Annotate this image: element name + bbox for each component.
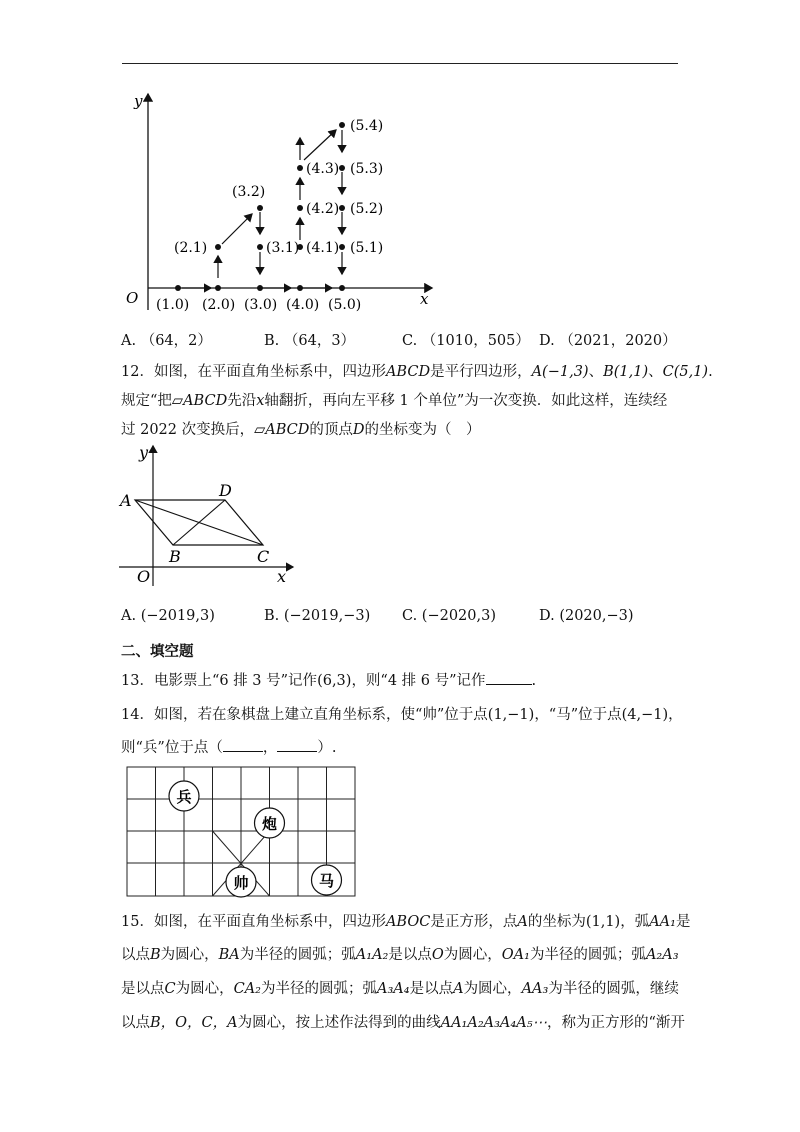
point-label: (4.2) [306,201,340,217]
y-axis-label: y [134,92,143,110]
q12-line3: 过 2022 次变换后，▱ABCD的顶点D的坐标变为（ ） [121,422,481,438]
point-label: (2.0) [202,297,236,313]
q14-line2: 则“兵”位于点（ ， ）. [121,737,336,758]
q12-option-b[interactable]: B. (−2019,−3) [264,608,371,624]
q11-option-b[interactable] [264,329,355,350]
option-text: （1010，505） [421,333,530,349]
option-text: （2021，2020） [559,333,677,349]
point-label: (5.1) [350,240,384,256]
answer-blank-x[interactable] [223,737,263,752]
chess-piece-bing [169,781,199,811]
vertex-d-label: D [219,481,232,500]
option-key: B. [264,333,280,349]
q15-line3: 是以点C为圆心，CA₂为半径的圆弧；弧A₃A₄是以点A为圆心，AA₃为半径的圆弧，继续 [121,981,679,997]
answer-blank-y[interactable] [277,737,317,752]
q15-line4: 以点B，O，C，A为圆心，按上述作法得到的曲线AA₁A₂A₃A₄A₅⋯，称为正方形的“渐开 [121,1015,685,1031]
q11-option-d[interactable] [539,329,677,350]
point-label: (5.0) [328,297,362,313]
svg-text:兵: 兵 [176,788,192,806]
diagonal-bd [173,500,225,545]
option-key: A. [121,333,137,349]
answer-blank[interactable] [486,670,532,685]
point-label: (3.2) [232,184,266,200]
point-label: (3.0) [244,297,278,313]
q12-option-c[interactable]: C. (−2020,3) [402,608,496,624]
point-label: (4.0) [286,297,320,313]
chess-board [126,766,358,898]
point-label: (5.4) [350,118,384,134]
section-title: 二、填空题 [121,644,194,660]
q13: 13．电影票上“6 排 3 号”记作(6,3)，则“4 排 6 号”记作 . [121,670,536,691]
q14-line1: 14．如图，若在象棋盘上建立直角坐标系，使“帅”位于点(1,−1)，“马”位于点(4,−1)， [121,707,683,723]
vertex-b-label: B [169,547,181,566]
option-text: （64，2） [140,333,212,349]
q11-figure [110,88,440,318]
q12-option-a[interactable]: A. (−2019,3) [121,608,215,624]
chess-piece-pao [255,808,285,838]
header-rule [122,63,678,64]
q15-line2: 以点B为圆心，BA为半径的圆弧；弧A₁A₂是以点O为圆心，OA₁为半径的圆弧；弧A₂A₃ [121,947,679,963]
svg-text:马: 马 [318,872,335,890]
chess-piece-ma [312,865,342,895]
point-label: (2.1) [174,240,208,256]
chess-piece-shuai [226,867,256,897]
q11-option-a[interactable] [121,329,212,350]
q11-option-c[interactable] [402,329,530,350]
q15-line1: 15．如图，在平面直角坐标系中，四边形ABOC是正方形，点A的坐标为(1,1)，弧AA₁是 [121,914,691,930]
q12-option-d[interactable]: D. (2020,−3) [539,608,634,624]
path-arrow [222,214,252,244]
point-label: (1.0) [156,297,190,313]
x-axis-label: x [420,290,429,308]
svg-text:炮: 炮 [261,815,278,833]
point-label: (4.3) [306,161,340,177]
option-key: D. [539,333,555,349]
vertex-a-label: A [120,491,132,510]
point-label: (5.3) [350,161,384,177]
option-text: （64，3） [283,333,356,349]
q12-line1: 12．如图，在平面直角坐标系中，四边形ABCD是平行四边形，A(−1,3)、B(1,1)、C(5,1). [121,364,713,380]
y-label: y [139,443,149,462]
x-label: x [277,567,287,586]
q12-figure [115,440,300,590]
origin-label: O [126,289,139,307]
origin-label: O [137,567,151,586]
path-arrow [304,130,336,160]
option-key: C. [402,333,418,349]
q12-line2: 规定“把▱ABCD先沿x轴翻折，再向左平移 1 个单位”为一次变换．如此这样，连续经 [121,393,668,409]
point-label: (5.2) [350,201,384,217]
point-label: (4.1) [306,240,340,256]
svg-text:帅: 帅 [233,874,249,892]
vertex-c-label: C [257,547,270,566]
point-label: (3.1) [266,240,300,256]
